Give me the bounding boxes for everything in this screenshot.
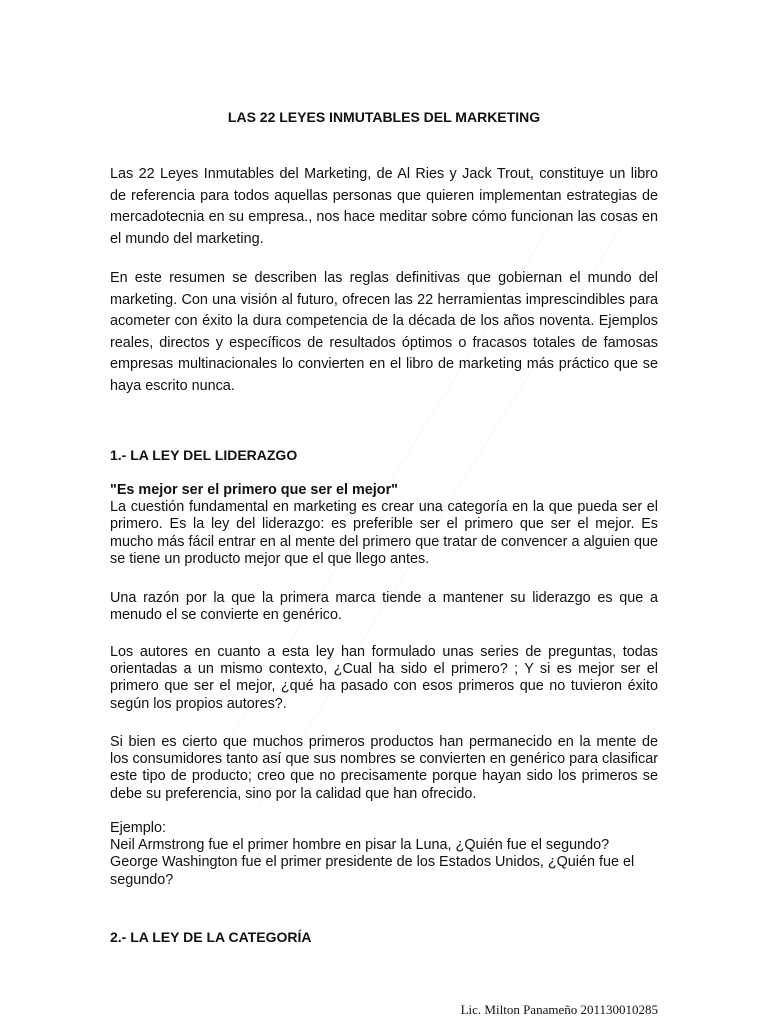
section-1-paragraph: La cuestión fundamental en marketing es crear una categoría en la que pueda ser el primero. Es la ley del liderazgo: es preferible ser el primero que ser el mejor. Es mucho más fácil entrar en al mente del primero que tratar de convencer a alguien que se tiene un producto mejor que el que llego antes.	[110, 499, 658, 567]
section-1-heading: 1.- LA LEY DEL LIDERAZGO	[110, 447, 298, 463]
example-block	[110, 820, 658, 889]
document-title: LAS 22 LEYES INMUTABLES DEL MARKETING	[227, 109, 541, 125]
example-line-2: George Washington fue el primer presidente de los Estados Unidos, ¿Quién fue el segundo?	[110, 854, 635, 888]
intro-paragraph-1: Las 22 Leyes Inmutables del Marketing, de Al Ries y Jack Trout, constituye un libro de referencia para todos aquellas personas que quieren implementan estrategias de mercadotecnia en su empresa., nos hace meditar sobre cómo funcionan las cosas en el mundo del marketing.	[110, 166, 658, 247]
section-1-body	[110, 482, 658, 568]
section-2-heading: 2.- LA LEY DE LA CATEGORÍA	[110, 929, 312, 945]
example-label: Ejemplo:	[110, 820, 166, 836]
section-1-quote: "Es mejor ser el primero que ser el mejor"	[110, 482, 398, 498]
page-footer: Lic. Milton Panameño 201130010285	[460, 1002, 658, 1017]
section-1-paragraph-2: Una razón por la que la primera marca tiende a mantener su liderazgo es que a menudo el se convierte en genérico.	[110, 590, 658, 624]
section-1-paragraph-4: Si bien es cierto que muchos primeros productos han permanecido en la mente de los consumidores tanto así que sus nombres se convierten en genérico para clasificar este tipo de producto; creo que no precisamente porque hayan sido los primeros se debe su preferencia, sino por la calidad que han ofrecido.	[110, 734, 658, 802]
example-line-1: Neil Armstrong fue el primer hombre en pisar la Luna, ¿Quién fue el segundo?	[110, 837, 610, 854]
section-1-paragraph-3: Los autores en cuanto a esta ley han formulado unas series de preguntas, todas orientadas a un mismo contexto, ¿Cual ha sido el primero? ; Y si es mejor ser el primero que ser el mejor, ¿qué ha pasado con esos primeros que no tuvieron éxito según los propios autores?.	[110, 644, 658, 712]
intro-paragraph-2: En este resumen se describen las reglas definitivas que gobiernan el mundo del marketing. Con una visión al futuro, ofrecen las 22 herramientas imprescindibles para acometer con éxito la dura competencia de la década de los años noventa. Ejemplos reales, directos y específicos de resultados óptimos o fracasos totales de famosas empresas multinacionales lo convierten en el libro de marketing más práctico que se haya escrito nunca.	[110, 270, 658, 394]
